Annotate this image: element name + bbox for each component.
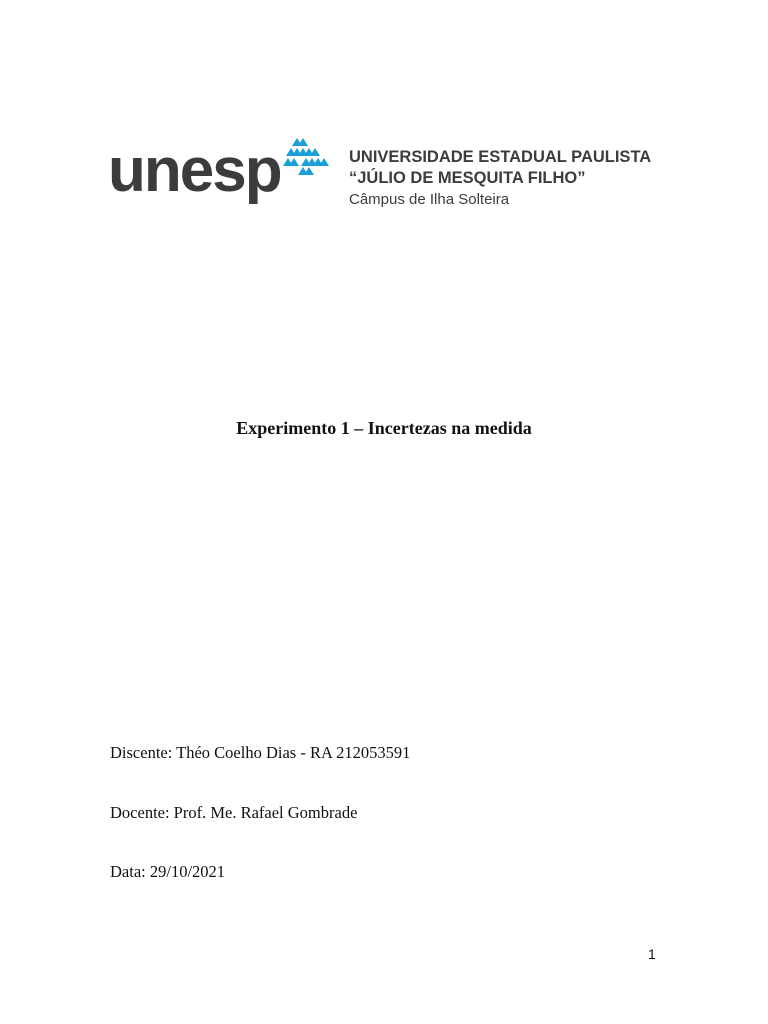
unesp-logo-wordmark: unesp (108, 136, 281, 205)
document-title: Experimento 1 – Incertezas na medida (236, 418, 532, 438)
university-name-line2: “JÚLIO DE MESQUITA FILHO” (349, 169, 586, 187)
date-line: Data: 29/10/2021 (110, 862, 226, 881)
triangle-mosaic-icon (283, 138, 329, 176)
campus-name: Câmpus de Ilha Solteira (349, 191, 510, 208)
page-number: 1 (648, 946, 656, 962)
teacher-line: Docente: Prof. Me. Rafael Gombrade (110, 803, 358, 822)
student-line: Discente: Théo Coelho Dias - RA 212053591 (110, 743, 411, 762)
university-name-block (349, 147, 651, 210)
university-name-line1: UNIVERSIDADE ESTADUAL PAULISTA (349, 148, 652, 166)
